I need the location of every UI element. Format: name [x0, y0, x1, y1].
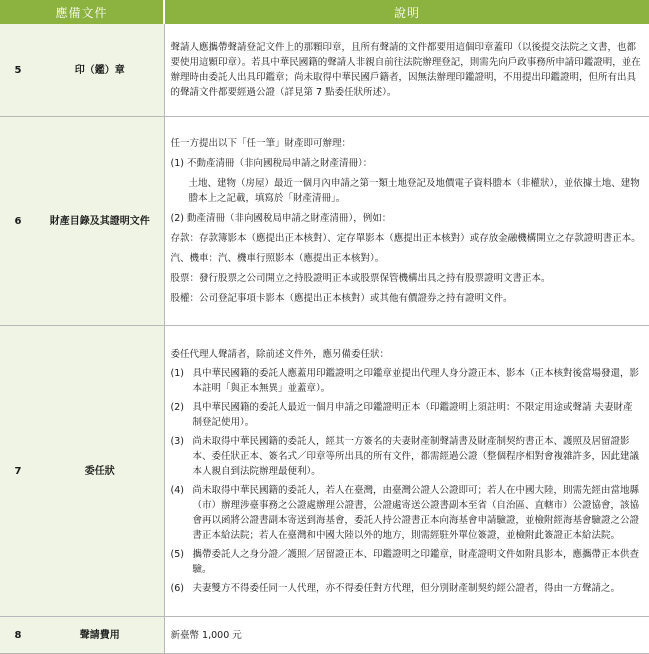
deposit-text: 存款：存款簿影本（應提出正本核對）、定存單影本（應提出正本核對）或存放金融機構開立之存款證明書正本。 — [170, 233, 641, 244]
property-intro: 任一方提出以下「任一筆」財產即可辦理： — [170, 138, 352, 149]
list-item-number: (5) — [170, 548, 184, 560]
list-item — [171, 400, 642, 430]
description-text — [164, 617, 649, 654]
document-name: 印（鑑）章 — [36, 24, 164, 117]
header-document: 應備文件 — [0, 0, 164, 24]
list-item-text: 夫妻雙方不得委任同一人代理，亦不得委任對方代理，但分別財產制契約經公證者，得由一方聲請之。 — [192, 582, 621, 594]
shares-text: 股權：公司登記事項卡影本（應提出正本核對）或其他有價證券之持有證明文件。 — [170, 293, 513, 304]
movable-property-item: (2) 動產清冊（非向國稅局申請之財產清冊），例如： — [170, 213, 392, 224]
list-item-number: (6) — [170, 582, 184, 594]
description-text — [164, 24, 649, 117]
table-row — [0, 326, 649, 617]
row-number: 7 — [0, 326, 36, 617]
stock-text: 股票：發行股票之公司開立之持股證明正本或股票保管機構出具之持有股票證明文書正本。 — [170, 273, 551, 284]
seal-description: 聲請人應攜帶聲請登記文件上的那顆印章，且所有聲請的文件都要用這個印章蓋印（以後提交法院之文書，也都要使用這顆印章）。若具中華民國籍的聲請人非親自前往法院辦理登記，則需先向戶政事務所申請印鑑證明，並在辦理時由委託人出具印鑑章；尚未取得中華民國戶籍者，因無法辦理印鑑證明，不用提出印鑑證明，但所有出具的聲請文件都要經過公證（詳見第 7 點委任狀所述）。 — [170, 42, 641, 98]
table-row — [0, 24, 649, 117]
list-item-number: (3) — [170, 435, 184, 447]
list-item-text: 具中華民國籍的委託人應蓋用印鑑證明之印鑑章並提出代理人身分證正本、影本（正本核對後當場發還，影本註明「與正本無異」並蓋章）。 — [192, 367, 640, 394]
row-number: 8 — [0, 617, 36, 654]
document-name: 財產目錄及其證明文件 — [36, 117, 164, 326]
document-name: 聲請費用 — [36, 617, 164, 654]
list-item — [171, 547, 642, 577]
list-item-number: (1) — [170, 367, 184, 379]
list-item-text: 攜帶委託人之身分證／護照／居留證正本、印鑑證明之印鑑章，財產證明文件如附具影本，應攜帶正本供查驗。 — [192, 548, 640, 575]
list-item — [171, 483, 642, 543]
row-number: 5 — [0, 24, 36, 117]
vehicle-text: 汽、機車：汽、機車行照影本（應提出正本核對）。 — [170, 253, 385, 264]
row-number: 6 — [0, 117, 36, 326]
list-item-text: 尚未取得中華民國籍的委託人，若人在臺灣，由臺灣公證人公證即可；若人在中國大陸，則需先經由當地縣（市）辦理涉臺事務之公證處辦理公證書，公證處寄送公證書副本至省（自治區、直轄市）公證協會，該協會再以函將公證書副本寄送到海基會，委託人持公證書正本向海基會申請驗證，並檢附經海基會驗證之公證書正本給法院；若人在臺灣和中國大陸以外的地方，則需經駐外單位簽證，並檢附此簽證正本給法院。 — [192, 484, 640, 541]
list-item — [171, 434, 642, 479]
document-name: 委任狀 — [36, 326, 164, 617]
list-item-text: 具中華民國籍的委託人最近一個月申請之印鑑證明正本（印鑑證明上須註明：不限定用途或聲請 夫妻財產制登記使用）。 — [192, 401, 633, 428]
header-description: 說明 — [164, 0, 649, 24]
power-of-attorney-intro: 委任代理人聲請者，除前述文件外，應另備委任狀： — [170, 348, 390, 360]
real-estate-item: (1) 不動產清冊（非向國稅局申請之財產清冊）： — [170, 158, 373, 169]
table-header-row — [0, 0, 649, 24]
list-item-number: (4) — [170, 484, 184, 496]
fee-amount: 新臺幣 1,000 元 — [170, 629, 242, 641]
table-row — [0, 117, 649, 326]
table-row — [0, 617, 649, 654]
list-item — [171, 366, 642, 396]
list-item-text: 尚未取得中華民國籍的委託人，經其一方簽名的夫妻財產制聲請書及財產制契約書正本、護照及居留證影本、委任狀正本、簽名式／印章等所出具的所有文件，都需經過公證（整個程序相對會複雜許多，因此建議本人親自到法院辦理最便利）。 — [192, 435, 640, 477]
description-text — [164, 117, 649, 326]
list-item-number: (2) — [170, 401, 184, 413]
description-text — [164, 326, 649, 617]
real-estate-detail: 土地、建物（房屋）最近一個月內申請之第一類土地登記及地價電子資料謄本（非權狀），並依據土地、建物謄本上之記載，填寫於「財產清冊」。 — [188, 178, 640, 204]
list-item — [171, 581, 642, 596]
